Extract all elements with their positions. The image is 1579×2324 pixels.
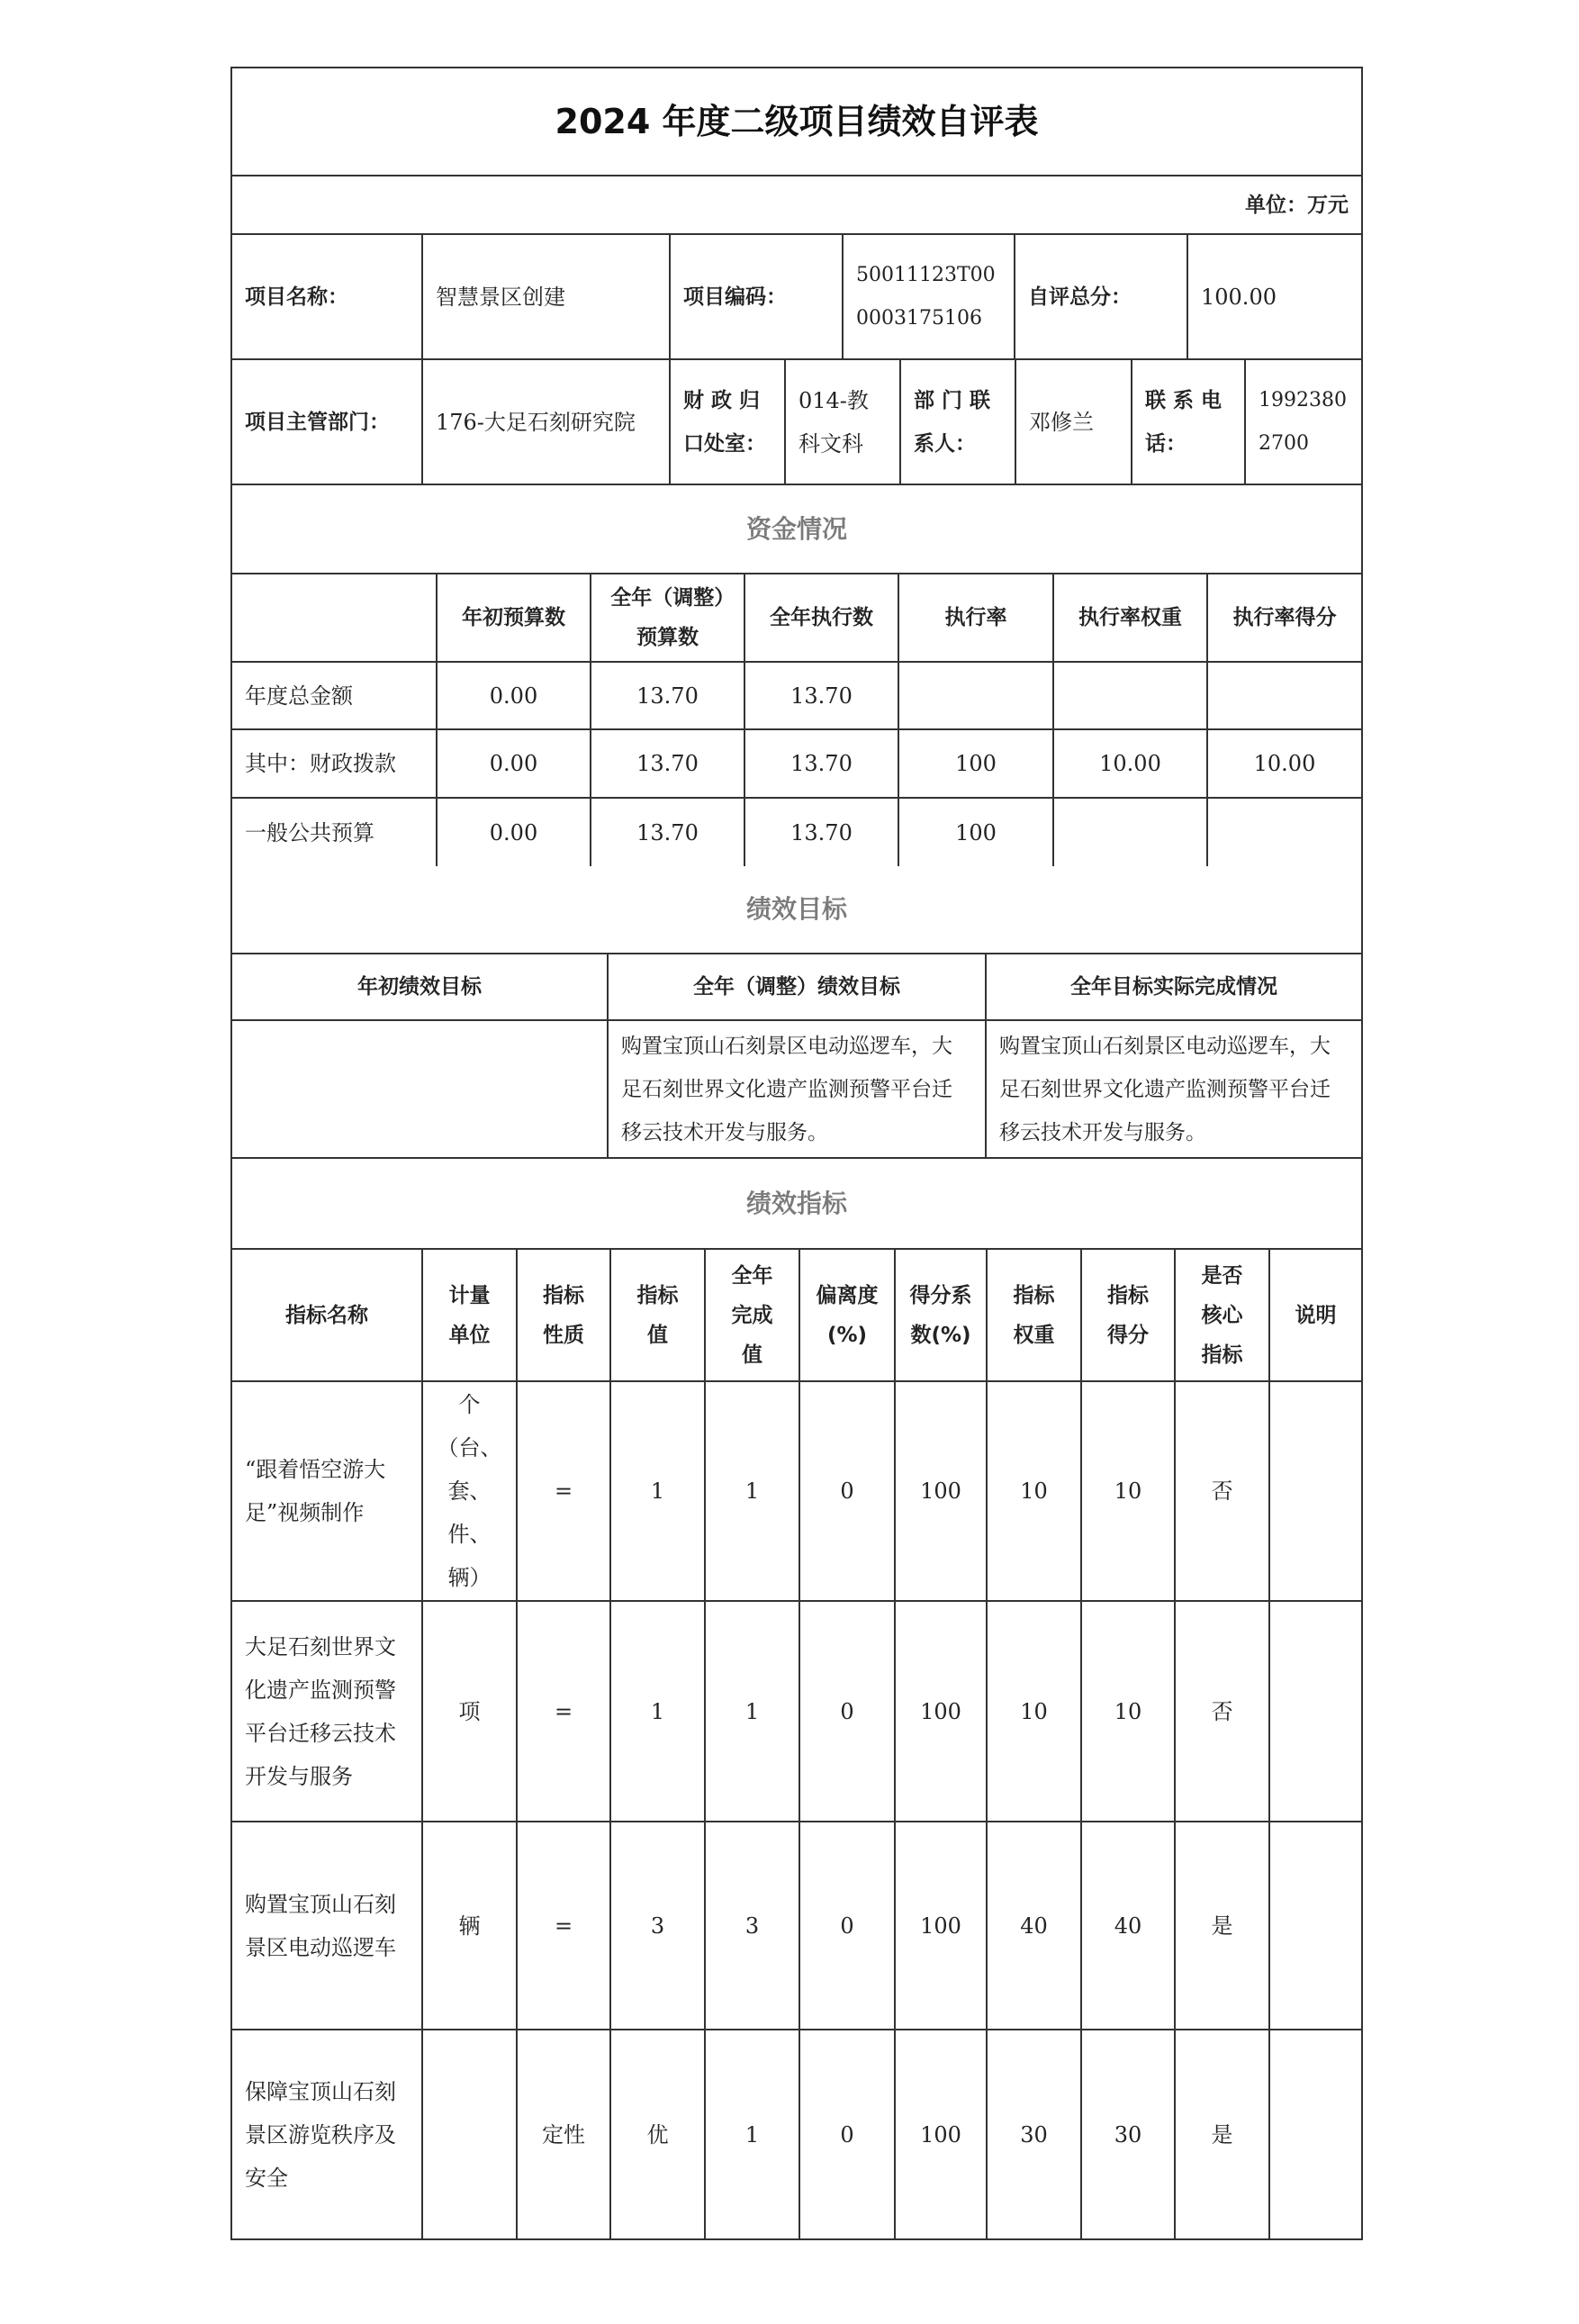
indicator-header-cell: 指标值 — [611, 1250, 706, 1380]
goals-header-initial: 年初绩效目标 — [232, 954, 609, 1019]
page-title: 2024 年度二级项目绩效自评表 — [555, 102, 1039, 141]
score-value: 100.00 — [1201, 284, 1277, 310]
funds-cell — [899, 663, 1054, 728]
goals-actual-value: 购置宝顶山石刻景区电动巡逻车，大足石刻世界文化遗产监测预警平台迁移云技术开发与服务。 — [999, 1034, 1331, 1144]
funds-row — [232, 663, 1361, 730]
indicator-cell — [1270, 1822, 1361, 2029]
goals-body-row — [232, 1021, 1361, 1159]
indicator-header-cell: 指标名称 — [232, 1250, 423, 1380]
funds-row — [232, 730, 1361, 799]
indicator-cell: 3 — [706, 1822, 800, 2029]
funds-row-label: 年度总金额 — [232, 663, 438, 728]
self-evaluation-table — [230, 67, 1363, 2240]
goals-section-row — [232, 866, 1361, 954]
indicator-header-cell: 指标得分 — [1082, 1250, 1176, 1380]
goals-header-actual: 全年目标实际完成情况 — [1070, 975, 1277, 999]
indicator-cell: 0 — [800, 2030, 896, 2238]
funds-cell: 0.00 — [438, 730, 591, 797]
indicator-cell: 10 — [988, 1382, 1082, 1600]
funds-cell: 100 — [899, 799, 1054, 866]
dept-value: 176-大足石刻研究院 — [423, 360, 671, 484]
funds-header-cell — [232, 574, 438, 661]
funds-header-cell: 全年执行数 — [745, 574, 899, 661]
funds-cell — [1054, 799, 1208, 866]
funds-section-title: 资金情况 — [745, 513, 847, 544]
indicator-cell: 3 — [611, 1822, 706, 2029]
funds-cell: 10.00 — [1054, 730, 1208, 797]
indicator-header-cell: 是否核心指标 — [1176, 1250, 1270, 1380]
indicator-cell: 1 — [706, 1602, 800, 1821]
indicator-row — [232, 1822, 1361, 2030]
funds-header-cell: 执行率 — [899, 574, 1054, 661]
goals-adjusted-value: 购置宝顶山石刻景区电动巡逻车，大足石刻世界文化遗产监测预警平台迁移云技术开发与服务。 — [609, 1021, 987, 1157]
indicator-cell — [423, 2030, 518, 2238]
indicator-cell: 是 — [1176, 1822, 1270, 2029]
funds-cell: 0.00 — [438, 663, 591, 728]
indicator-cell: 项 — [423, 1602, 518, 1821]
indicator-header-cell: 偏离度(%) — [800, 1250, 896, 1380]
project-code-value: 50011123T000003175106 — [844, 235, 1015, 358]
funds-header-cell: 全年（调整）预算数 — [591, 574, 745, 661]
indicator-cell: 0 — [800, 1822, 896, 2029]
indicator-cell: = — [518, 1822, 611, 2029]
finance-label: 财 政 归 口处室： — [671, 360, 786, 484]
project-code-label: 项目编码： — [671, 235, 844, 358]
indicator-cell: 100 — [896, 1382, 988, 1600]
contact-value: 邓修兰 — [1016, 360, 1132, 484]
funds-header-row — [232, 574, 1361, 663]
funds-cell: 13.70 — [745, 799, 899, 866]
goals-section-title: 绩效目标 — [745, 894, 847, 924]
funds-cell — [1208, 663, 1361, 728]
indicator-header-cell: 计量单位 — [423, 1250, 518, 1380]
indicator-name: 保障宝顶山石刻景区游览秩序及安全 — [232, 2030, 423, 2238]
indicator-header-cell: 指标权重 — [988, 1250, 1082, 1380]
indicator-cell: 否 — [1176, 1382, 1270, 1600]
indicator-cell — [1270, 1382, 1361, 1600]
funds-cell: 13.70 — [591, 663, 745, 728]
indicator-cell: 是 — [1176, 2030, 1270, 2238]
indicator-cell: 0 — [800, 1602, 896, 1821]
funds-cell: 0.00 — [438, 799, 591, 866]
indicator-cell: 辆 — [423, 1822, 518, 2029]
contact-label: 部 门 联 系人： — [901, 360, 1016, 484]
indicator-cell: 100 — [896, 1602, 988, 1821]
goals-header-row — [232, 954, 1361, 1021]
funds-header-cell: 执行率得分 — [1232, 606, 1337, 629]
goals-initial-value — [232, 1021, 609, 1157]
unit-label: 单位：万元 — [1245, 193, 1349, 217]
funds-section-row — [232, 485, 1361, 574]
funds-header-cell: 年初预算数 — [438, 574, 591, 661]
project-name-label: 项目名称： — [232, 235, 423, 358]
indicator-cell: 定性 — [518, 2030, 611, 2238]
indicator-cell: = — [518, 1382, 611, 1600]
indicator-cell: 10 — [1082, 1382, 1176, 1600]
indicator-row — [232, 1382, 1361, 1602]
indicators-section-title: 绩效指标 — [745, 1188, 847, 1218]
indicator-cell: 10 — [1082, 1602, 1176, 1821]
indicator-name: “跟着悟空游大足”视频制作 — [232, 1382, 423, 1600]
finance-value: 014-教科文科 — [786, 360, 901, 484]
indicator-cell: 40 — [1082, 1822, 1176, 2029]
indicators-section-row — [232, 1159, 1361, 1250]
indicator-header-cell: 全年完成值 — [706, 1250, 800, 1380]
phone-value: 19923802700 — [1259, 388, 1347, 455]
indicator-row — [232, 2030, 1361, 2238]
goals-header-adjusted: 全年（调整）绩效目标 — [609, 954, 987, 1019]
funds-cell: 13.70 — [745, 663, 899, 728]
funds-cell: 10.00 — [1253, 751, 1316, 776]
indicator-cell: 优 — [611, 2030, 706, 2238]
score-label: 自评总分： — [1015, 235, 1188, 358]
info-row-2 — [232, 360, 1361, 485]
funds-row — [232, 799, 1361, 866]
indicator-header-cell: 指标性质 — [518, 1250, 611, 1380]
info-row-1 — [232, 235, 1361, 360]
indicator-cell: 个（台、套、件、辆） — [423, 1382, 518, 1600]
indicator-cell: 1 — [611, 1602, 706, 1821]
indicator-cell: 1 — [611, 1382, 706, 1600]
indicator-cell: 30 — [1082, 2030, 1176, 2238]
funds-row-label: 其中：财政拨款 — [232, 730, 438, 797]
indicator-header-cell: 得分系数(%) — [896, 1250, 988, 1380]
funds-cell — [1208, 799, 1361, 866]
funds-cell: 13.70 — [591, 799, 745, 866]
dept-label: 项目主管部门： — [232, 360, 423, 484]
indicator-cell — [1270, 2030, 1361, 2238]
funds-header-cell: 执行率权重 — [1054, 574, 1208, 661]
funds-row-label: 一般公共预算 — [232, 799, 438, 866]
indicator-cell: = — [518, 1602, 611, 1821]
indicator-cell: 30 — [988, 2030, 1082, 2238]
funds-cell: 13.70 — [745, 730, 899, 797]
funds-cell — [1054, 663, 1208, 728]
indicator-name: 大足石刻世界文化遗产监测预警平台迁移云技术开发与服务 — [232, 1602, 423, 1821]
indicator-row — [232, 1602, 1361, 1822]
indicator-cell: 40 — [988, 1822, 1082, 2029]
title-row — [232, 68, 1361, 176]
indicator-cell: 否 — [1176, 1602, 1270, 1821]
indicator-cell: 0 — [800, 1382, 896, 1600]
indicator-cell: 1 — [706, 2030, 800, 2238]
indicator-header-cell: 说明 — [1295, 1303, 1337, 1327]
indicator-cell: 1 — [706, 1382, 800, 1600]
unit-row — [232, 176, 1361, 235]
indicator-cell: 10 — [988, 1602, 1082, 1821]
project-name-value: 智慧景区创建 — [423, 235, 671, 358]
phone-label: 联 系 电 话： — [1132, 360, 1246, 484]
indicator-name: 购置宝顶山石刻景区电动巡逻车 — [232, 1822, 423, 2029]
funds-cell: 13.70 — [591, 730, 745, 797]
indicators-header-row — [232, 1250, 1361, 1382]
funds-cell: 100 — [899, 730, 1054, 797]
indicator-cell — [1270, 1602, 1361, 1821]
indicator-cell: 100 — [896, 1822, 988, 2029]
indicator-cell: 100 — [896, 2030, 988, 2238]
